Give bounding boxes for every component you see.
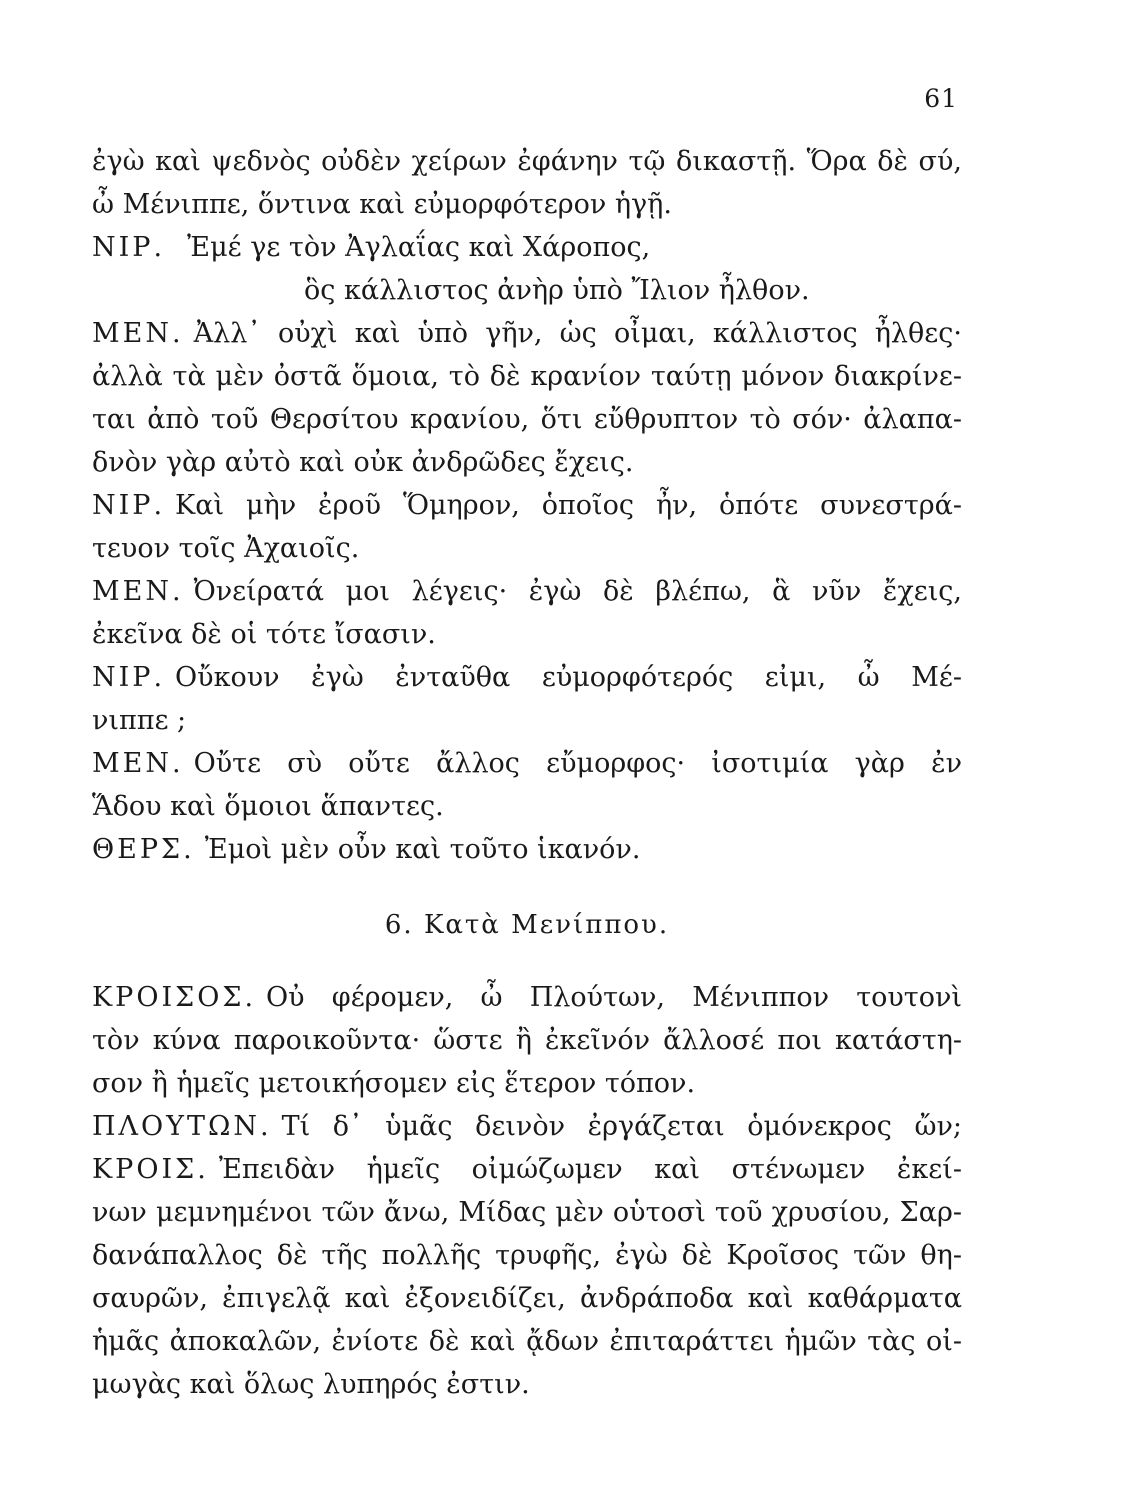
speaker-label: ΝΙΡ. [92, 232, 166, 263]
text-line: ἐκεῖνα δὲ οἱ τότε ἴσασιν. [92, 619, 436, 650]
speaker-label: ΘΕΡΣ. [92, 834, 195, 865]
dialogue-line: ΜΕΝ. Ἀλλ᾿ οὐχὶ καὶ ὑπὸ γῆν, ὡς οἶμαι, κάλλιστος ἦλθες· [92, 318, 962, 349]
text-line: ὃς κάλλιστος ἀνὴρ ὑπὸ Ἴλιον ἦλθον. [304, 275, 810, 306]
text-line: νων μεμνημένοι τῶν ἄνω, Μίδας μὲν οὑτοσὶ τοῦ χρυσίου, Σαρ- [92, 1197, 962, 1228]
text-line: ὦ Μένιππε, ὅντινα καὶ εὐμορφότερον ἡγῇ. [92, 189, 672, 220]
speaker-label: ΠΛΟΥΤΩΝ. [92, 1111, 272, 1142]
text-line: τευον τοῖς Ἀχαιοῖς. [92, 533, 360, 564]
dialogue-line: ΘΕΡΣ. Ἐμοὶ μὲν οὖν καὶ τοῦτο ἱκανόν. [92, 834, 641, 865]
text-line: δανάπαλλος δὲ τῆς πολλῆς τρυφῆς, ἐγὼ δὲ Κροῖσος τῶν θη- [92, 1240, 962, 1271]
text-line: τὸν κύνα παροικοῦντα· ὥστε ἢ ἐκεῖνόν ἄλλοσέ ποι κατάστη- [92, 1025, 962, 1056]
dialogue-line: ΝΙΡ. Ἐμέ γε τὸν Ἀγλαΐας καὶ Χάροπος, [92, 232, 651, 263]
text-line: ται ἀπὸ τοῦ Θερσίτου κρανίου, ὅτι εὔθρυπτον τὸ σόν· ἀλαπα- [92, 404, 962, 435]
text-line: ἡμᾶς ἀποκαλῶν, ἐνίοτε δὲ καὶ ᾄδων ἐπιταράττει ἡμῶν τὰς οἰ- [92, 1326, 962, 1357]
dialogue-line: ΜΕΝ. Οὔτε σὺ οὔτε ἄλλος εὔμορφος· ἰσοτιμία γὰρ ἐν [92, 748, 962, 779]
text-line: νιππε ; [92, 705, 187, 736]
text-line: Ἅδου καὶ ὅμοιοι ἅπαντες. [92, 791, 444, 822]
speaker-label: ΚΡΟΙΣ. [92, 1154, 209, 1185]
dialogue-line: ΝΙΡ. Οὔκουν ἐγὼ ἐνταῦθα εὐμορφότερός εἰμι, ὦ Μέ- [92, 662, 962, 693]
text-line: ἐγὼ καὶ ψεδνὸς οὐδὲν χείρων ἐφάνην τῷ δικαστῇ. Ὅρα δὲ σύ, [92, 146, 962, 177]
speaker-label: ΝΙΡ. [92, 490, 166, 521]
section-heading: 6. Κατὰ Μενίππου. [384, 910, 670, 940]
speaker-label: ΝΙΡ. [92, 662, 166, 693]
text-line: σαυρῶν, ἐπιγελᾷ καὶ ἐξονειδίζει, ἀνδράποδα καὶ καθάρματα [92, 1283, 962, 1314]
text-line: δνὸν γὰρ αὐτὸ καὶ οὐκ ἀνδρῶδες ἔχεις. [92, 447, 634, 478]
dialogue-line: ΚΡΟΙΣ. Ἐπειδὰν ἡμεῖς οἰμώζωμεν καὶ στένωμεν ἐκεί- [92, 1154, 962, 1185]
text-line: σον ἢ ἡμεῖς μετοικήσομεν εἰς ἕτερον τόπον. [92, 1068, 696, 1099]
speaker-label: ΜΕΝ. [92, 748, 184, 779]
text-line: ἀλλὰ τὰ μὲν ὀστᾶ ὅμοια, τὸ δὲ κρανίον ταύτῃ μόνον διακρίνε- [92, 361, 962, 392]
speaker-label: ΚΡΟΙΣΟΣ. [92, 982, 257, 1013]
dialogue-line: ΠΛΟΥΤΩΝ. Τί δ᾿ ὑμᾶς δεινὸν ἐργάζεται ὁμόνεκρος ὤν; [92, 1111, 962, 1142]
text-line: μωγὰς καὶ ὅλως λυπηρός ἐστιν. [92, 1369, 530, 1400]
dialogue-line: ΜΕΝ. Ὀνείρατά μοι λέγεις· ἐγὼ δὲ βλέπω, ἃ νῦν ἔχεις, [92, 576, 962, 607]
speaker-label: ΜΕΝ. [92, 318, 184, 349]
page-number: 61 [924, 84, 958, 113]
dialogue-line: ΚΡΟΙΣΟΣ. Οὐ φέρομεν, ὦ Πλούτων, Μένιππον τουτονὶ [92, 982, 962, 1013]
dialogue-line: ΝΙΡ. Καὶ μὴν ἐροῦ Ὅμηρον, ὁποῖος ἦν, ὁπότε συνεστρά- [92, 490, 962, 521]
speaker-label: ΜΕΝ. [92, 576, 184, 607]
